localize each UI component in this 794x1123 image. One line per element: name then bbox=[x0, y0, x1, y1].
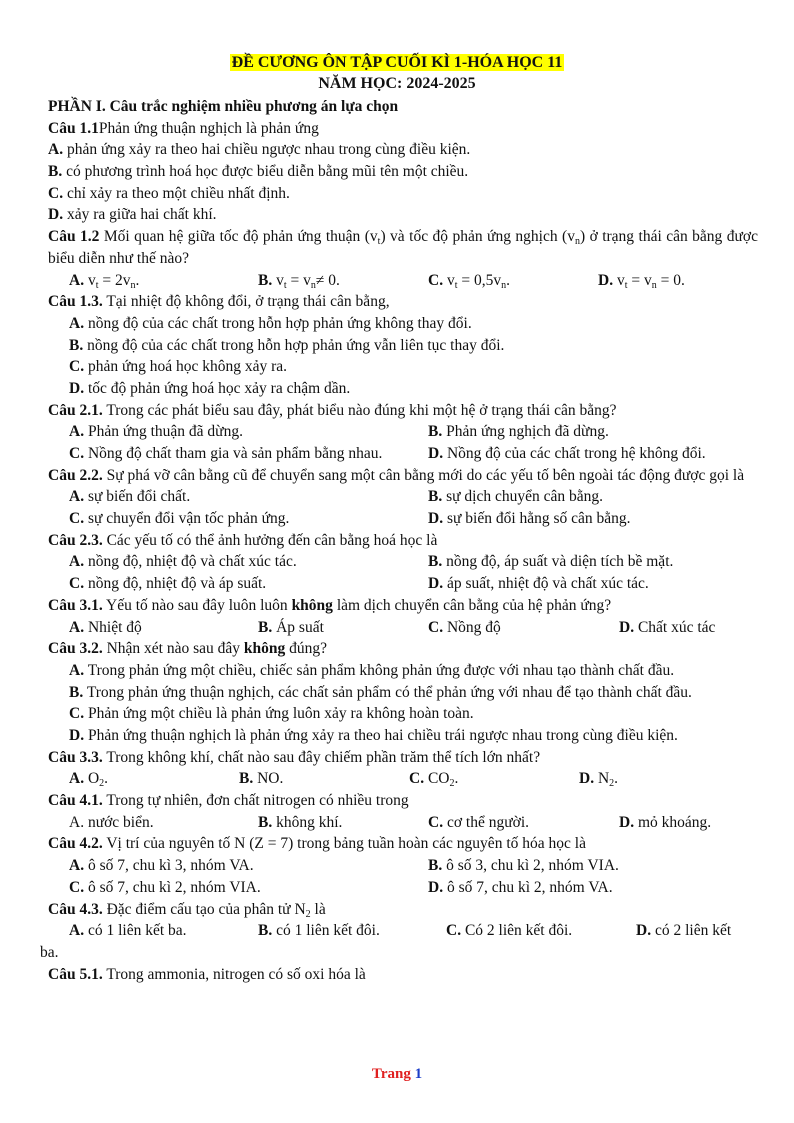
option-d: D. $v_t = v_n = 0$. bbox=[598, 271, 685, 291]
option-d: D. Chất xúc tác bbox=[619, 618, 716, 636]
option-c: C. $CO_2$. bbox=[409, 770, 459, 790]
option-a: A. ô số 7, chu kì 3, nhóm VA. bbox=[69, 857, 254, 875]
option-d: D. ô số 7, chu kì 2, nhóm VA. bbox=[428, 878, 613, 896]
option-d: D. Phản ứng thuận nghịch là phản ứng xảy ra theo hai chiều trái ngược nhau trong cùng điều kiện. bbox=[69, 727, 678, 744]
option-c: C. cơ thể người. bbox=[428, 813, 529, 831]
options-row bbox=[48, 812, 758, 834]
options-row bbox=[48, 617, 758, 639]
option-c: C. Nồng độ bbox=[428, 618, 501, 636]
option-d: D. có 2 liên kết bbox=[636, 922, 732, 940]
option-c: C. ô số 7, chu kì 2, nhóm VIA. bbox=[69, 878, 261, 896]
question-2-3: Câu 2.3. Các yếu tố có thể ảnh hưởng đến cân bằng hoá học là bbox=[48, 531, 438, 549]
options-row bbox=[48, 855, 758, 877]
section-heading: PHẦN I. Câu trắc nghiệm nhiều phương án lựa chọn bbox=[48, 98, 399, 115]
school-year: NĂM HỌC: 2024-2025 bbox=[318, 75, 476, 92]
option-b: B. có phương trình hoá học được biểu diễn bằng mũi tên một chiều. bbox=[48, 163, 469, 181]
options-row bbox=[48, 551, 758, 573]
option-c: C. Nồng độ chất tham gia và sản phẩm bằng nhau. bbox=[69, 445, 383, 463]
option-d: D. sự biến đổi hằng số cân bằng. bbox=[428, 510, 631, 528]
option-a: A. nước biển. bbox=[69, 813, 154, 831]
option-a: A. nồng độ của các chất trong hỗn hợp phản ứng không thay đổi. bbox=[69, 314, 472, 332]
option-b: B. $v_t = v_n\ne 0$. bbox=[258, 271, 340, 291]
option-c: C. sự chuyển đổi vận tốc phản ứng. bbox=[69, 510, 290, 528]
option-b: B. có 1 liên kết đôi. bbox=[258, 922, 380, 940]
option-d: D. mỏ khoáng. bbox=[619, 813, 712, 831]
option-a: A. $v_t = 2v_n$. bbox=[69, 271, 140, 291]
option-a: A. Trong phản ứng một chiều, chiếc sản phẩm không phản ứng được với nhau tạo thành chất đầu. bbox=[69, 661, 675, 679]
option-b: B. không khí. bbox=[258, 813, 343, 831]
question-3-2: Câu 3.2. Nhận xét nào sau đây không đúng? bbox=[48, 640, 328, 658]
option-c: C. Có 2 liên kết đôi. bbox=[446, 922, 573, 940]
option-d: D. $N_2$. bbox=[579, 770, 619, 790]
question-3-1: Câu 3.1. Yếu tố nào sau đây luôn luôn không làm dịch chuyển cân bằng của hệ phản ứng? bbox=[48, 596, 612, 614]
question-1-2: Câu 1.2 Mối quan hệ giữa tốc độ phản ứng thuận $(v_t)$ và tốc độ phản ứng nghịch $(v_n)$ ở trạng thái cân bằng được biểu diễn như thế nào? bbox=[48, 228, 758, 267]
option-a: A. sự biến đổi chất. bbox=[69, 488, 191, 506]
question-4-3: Câu 4.3. Đặc điểm cấu tạo của phân tử $N_2$ là bbox=[48, 900, 326, 920]
option-c: C. phản ứng hoá học không xảy ra. bbox=[69, 358, 288, 376]
options-row bbox=[48, 508, 758, 530]
option-c: C. $v_t = 0,5v_n$. bbox=[428, 271, 510, 291]
option-b: B. Phản ứng nghịch đã dừng. bbox=[428, 423, 609, 441]
option-a: A. phản ứng xảy ra theo hai chiều ngược nhau trong cùng điều kiện. bbox=[48, 141, 471, 159]
options-row bbox=[48, 920, 758, 942]
question-1-3: Câu 1.3. Tại nhiệt độ không đổi, ở trạng thái cân bằng, bbox=[48, 293, 390, 311]
option-c: C. nồng độ, nhiệt độ và áp suất. bbox=[69, 575, 267, 593]
option-d: D. tốc độ phản ứng hoá học xảy ra chậm dần. bbox=[69, 379, 351, 397]
option-c: C. chỉ xảy ra theo một chiều nhất định. bbox=[48, 184, 290, 202]
option-d: D. áp suất, nhiệt độ và chất xúc tác. bbox=[428, 575, 649, 593]
question-3-3: Câu 3.3. Trong không khí, chất nào sau đây chiếm phần trăm thể tích lớn nhất? bbox=[48, 748, 541, 766]
options-row bbox=[48, 443, 758, 465]
question-5-1: Câu 5.1. Trong ammonia, nitrogen có số oxi hóa là bbox=[48, 965, 366, 983]
options-row bbox=[48, 421, 758, 443]
page-number: 1 bbox=[414, 1066, 423, 1082]
option-d: D. Nồng độ của các chất trong hệ không đổi. bbox=[428, 445, 706, 463]
option-a: A. Nhiệt độ bbox=[69, 618, 142, 636]
option-b: B. Trong phản ứng thuận nghịch, các chất sản phẩm có thể phản ứng với nhau để tạo thành chất đầu. bbox=[69, 683, 692, 701]
options-row bbox=[48, 486, 758, 508]
option-a: A. $O_2$. bbox=[69, 770, 109, 790]
option-d-continued: ba. bbox=[40, 943, 59, 961]
option-b: B. sự dịch chuyển cân bằng. bbox=[428, 488, 603, 506]
option-b: B. NO. bbox=[239, 770, 284, 788]
options-row bbox=[48, 768, 758, 790]
questions bbox=[40, 96, 758, 985]
question-4-1: Câu 4.1. Trong tự nhiên, đơn chất nitrogen có nhiều trong bbox=[48, 792, 409, 810]
option-d: D. xảy ra giữa hai chất khí. bbox=[48, 206, 217, 224]
option-a: A. nồng độ, nhiệt độ và chất xúc tác. bbox=[69, 553, 297, 571]
option-a: A. có 1 liên kết ba. bbox=[69, 922, 187, 940]
option-b: B. Áp suất bbox=[258, 618, 324, 636]
options-row bbox=[48, 573, 758, 595]
document-title: ĐỀ CƯƠNG ÔN TẬP CUỐI KÌ 1-HÓA HỌC 11 bbox=[231, 54, 563, 71]
options-row bbox=[48, 270, 758, 292]
question-2-2: Câu 2.2. Sự phá vỡ cân bằng cũ để chuyển sang một cân bằng mới do các yếu tố bên ngoài tác động được gọi là bbox=[48, 466, 745, 484]
page-footer bbox=[0, 1066, 794, 1083]
option-b: B. nồng độ, áp suất và diện tích bề mặt. bbox=[428, 553, 674, 571]
option-b: B. nồng độ của các chất trong hỗn hợp phản ứng vẫn liên tục thay đổi. bbox=[69, 336, 505, 354]
option-a: A. Phản ứng thuận đã dừng. bbox=[69, 423, 243, 441]
page-label: Trang bbox=[371, 1066, 411, 1082]
option-c: C. Phản ứng một chiều là phản ứng luôn xảy ra không hoàn toàn. bbox=[69, 705, 474, 723]
option-b: B. ô số 3, chu kì 2, nhóm VIA. bbox=[428, 857, 619, 875]
question-4-2: Câu 4.2. Vị trí của nguyên tố N (Z = 7) trong bảng tuần hoàn các nguyên tố hóa học là bbox=[48, 835, 586, 853]
question-2-1: Câu 2.1. Trong các phát biểu sau đây, phát biểu nào đúng khi một hệ ở trạng thái cân bằng? bbox=[48, 401, 617, 419]
options-row bbox=[48, 877, 758, 899]
question-1-1: Câu 1.1Phản ứng thuận nghịch là phản ứng bbox=[48, 119, 319, 137]
